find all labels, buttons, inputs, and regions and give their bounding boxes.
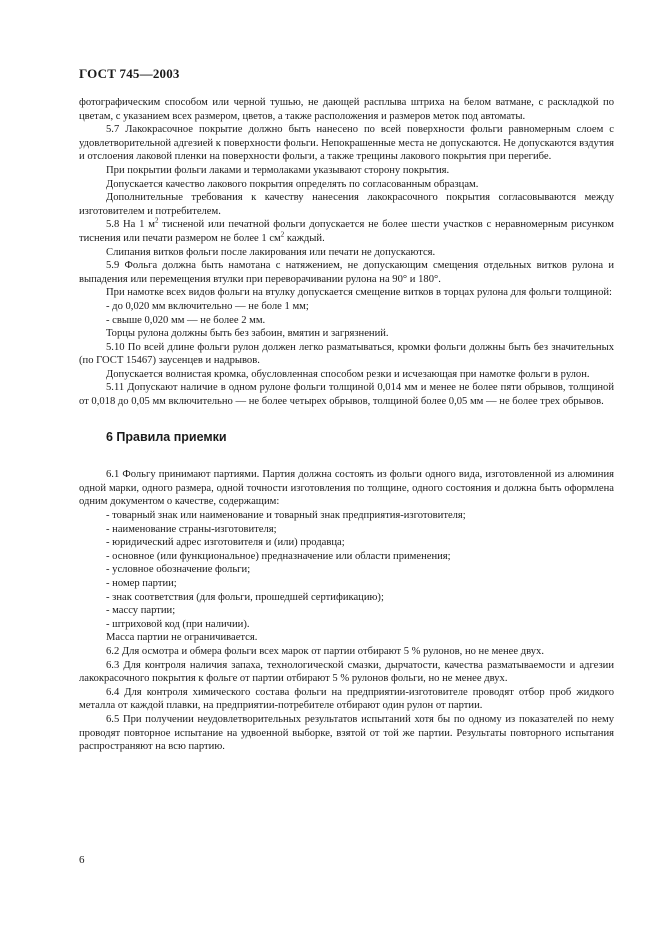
paragraph: Допускается волнистая кромка, обусловленная способом резки и исчезающая при намотке фольги в рулон. bbox=[106, 368, 590, 380]
list-item: - основное (или функциональное) предназначение или области применения; bbox=[106, 550, 451, 562]
list-item: - наименование страны-изготовителя; bbox=[106, 523, 277, 535]
list-item: - свыше 0,020 мм — не более 2 мм. bbox=[106, 314, 266, 326]
paragraph: Дополнительные требования к качеству нанесения лакокрасочного покрытия согласовываются между изготовителем и потребителем. bbox=[79, 192, 614, 217]
paragraph: 5.10 По всей длине фольги рулон должен легко разматываться, кромки фольги должны быть без значительных (по ГОСТ 15467) заусенцев и надрывов. bbox=[79, 341, 614, 367]
list-item: - товарный знак или наименование и товарный знак предприятия-изготовителя; bbox=[106, 510, 466, 522]
section-5-paragraphs bbox=[79, 246, 614, 409]
list-item: - условное обозначение фольги; bbox=[106, 564, 251, 576]
p58-superscript-2: 2 bbox=[280, 230, 285, 239]
paragraph: 6.4 Для контроля химического состава фольги на предприятии-изготовителе проводят отбор проб жидкого металла от каждой плавки, на предприятии-потребителе отбирают один рулон от партии. bbox=[79, 686, 614, 712]
list-item: - юридический адрес изготовителя и (или) продавца; bbox=[106, 537, 345, 549]
list-item: - знак соответствия (для фольги, прошедшей сертификацию); bbox=[106, 591, 384, 603]
paragraph: Слипания витков фольги после лакирования или печати не допускаются. bbox=[106, 246, 436, 258]
paragraph: Масса партии не ограничивается. bbox=[106, 632, 258, 644]
list-item: - до 0,020 мм включительно — не боле 1 мм; bbox=[106, 300, 309, 312]
paragraph: 6.1 Фольгу принимают партиями. Партия должна состоять из фольги одного вида, изготовленной из алюминия одной марки, одного размера, одной точности изготовления по толщине, одного состояния и должна быть оформлена одним документом о качестве, содержащим: bbox=[79, 469, 614, 508]
page-number: 6 bbox=[79, 854, 85, 866]
paragraph-5-8 bbox=[79, 218, 614, 245]
paragraph: 5.11 Допускают наличие в одном рулоне фольги толщиной 0,014 мм и менее не более пяти обрывов, толщиной от 0,018 до 0,05 мм включительно — не более четырех обрывов, толщиной более 0,05 мм — не более трех обрывов. bbox=[79, 382, 614, 408]
document-body bbox=[79, 96, 614, 754]
section-title: 6 Правила приемки bbox=[106, 429, 227, 444]
paragraph: Торцы рулона должны быть без забоин, вмятин и загрязнений. bbox=[106, 328, 389, 340]
paragraph: 6.5 При получении неудовлетворительных результатов испытаний хотя бы по одному из показателей по нему проводят повторное испытание на удвоенной выборке, взятой от той же партии. Результаты повторного испытания распространяют на всю партию. bbox=[79, 713, 614, 753]
section-6-paragraphs bbox=[79, 468, 614, 753]
p58-text-b: тисненой или печатной фольги допускается не более шести участков с неравномерным рисунком тиснения или печати размером не более 1 см bbox=[79, 219, 614, 244]
paragraph: фотографическим способом или черной тушью, не дающей расплыва штриха на белом ватмане, с раскладкой по цветам, с указанием всех размером, цветов, а также расположения и размеров меток под автоматы. bbox=[79, 97, 614, 122]
paragraph: При намотке всех видов фольги на втулку допускается смещение витков в торцах рулона для фольги толщиной: bbox=[106, 287, 612, 299]
list-item: - номер партии; bbox=[106, 578, 177, 589]
paragraph: При покрытии фольги лаками и термолаками указывают сторону покрытия. bbox=[106, 164, 450, 176]
p58-superscript-1: 2 bbox=[154, 216, 159, 225]
paragraph: 6.2 Для осмотра и обмера фольги всех марок от партии отбирают 5 % рулонов, но не менее двух. bbox=[106, 645, 544, 657]
list-item: - штриховой код (при наличии). bbox=[106, 618, 250, 630]
document-header: ГОСТ 745—2003 bbox=[79, 66, 180, 81]
paragraph: 6.3 Для контроля наличия запаха, технологической смазки, дырчатости, качества разматываемости и адгезии лакокрасочного покрытия к фольге от партии отбирают 5 % рулонов фольги, но не менее двух. bbox=[79, 659, 614, 685]
p58-text-a: 5.8 На 1 м bbox=[106, 219, 155, 231]
paragraph: 5.7 Лакокрасочное покрытие должно быть нанесено по всей поверхности фольги равномерным слоем с удовлетворительной адгезией к поверхности фольги. Непокрашенные места не допускаются. Не допускаются вздутия и отслоения лаковой пленки на поверхности фольги, а также трещины лакового покрытия при перегибе. bbox=[79, 124, 614, 163]
list-item: - массу партии; bbox=[106, 605, 176, 617]
paragraph: 5.9 Фольга должна быть намотана с натяжением, не допускающим смещения отдельных витков рулона и выпадения или перемещения втулки при переворачивании рулона на 90° и 180°. bbox=[79, 260, 614, 285]
paragraph: Допускается качество лакового покрытия определять по согласованным образцам. bbox=[106, 178, 479, 190]
section-5-continuation bbox=[79, 96, 614, 218]
p58-text-c: каждый. bbox=[284, 232, 325, 244]
